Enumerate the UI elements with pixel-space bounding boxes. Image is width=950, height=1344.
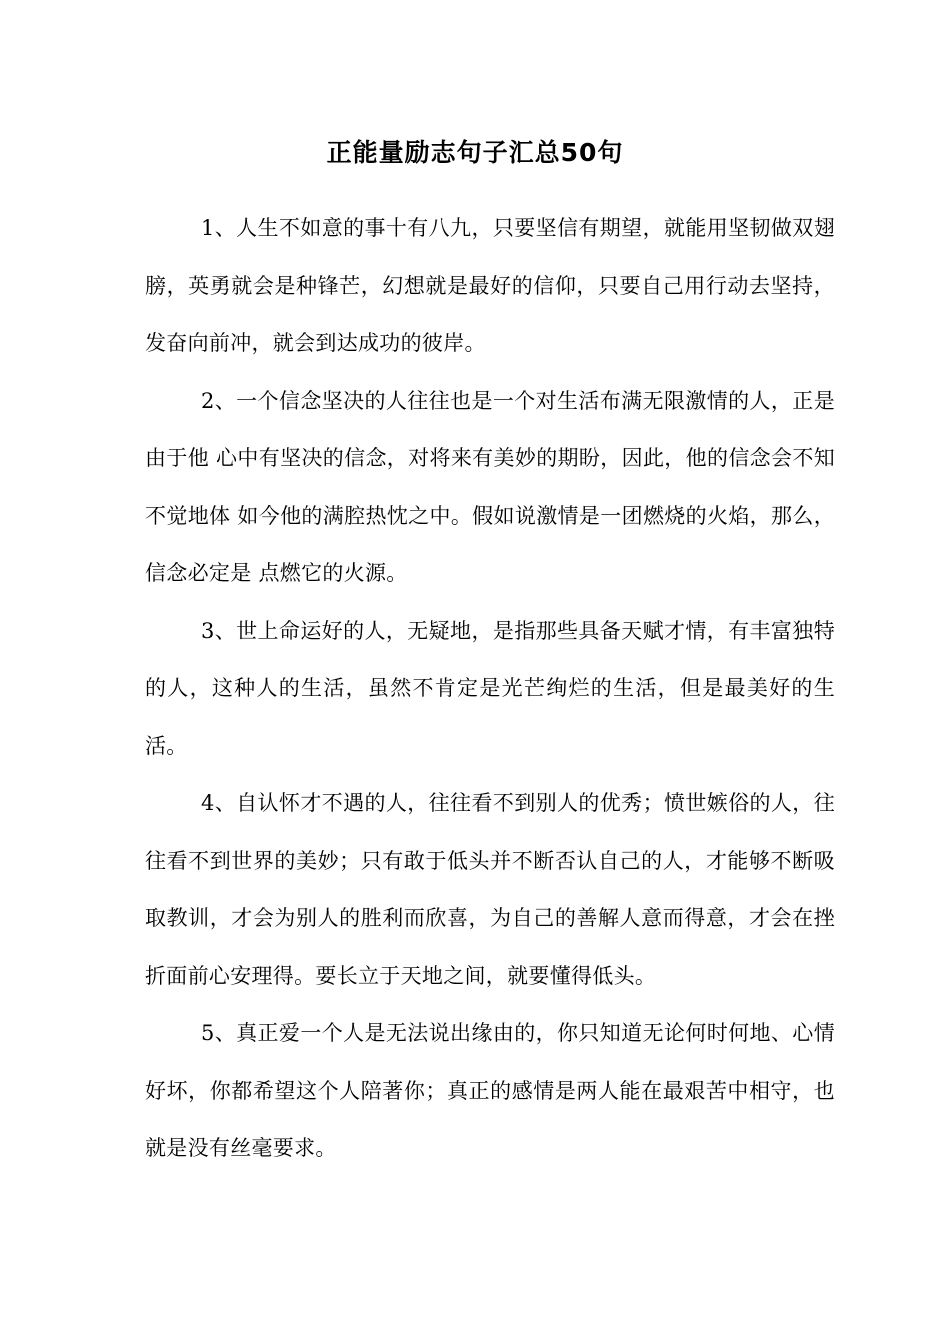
- paragraph-2: 2、一个信念坚决的人往往也是一个对生活布满无限激情的人，正是由于他 心中有坚决的信念，对将来有美妙的期盼，因此，他的信念会不知不觉地体 如今他的满腔热忱之中。假如说激情是一团燃烧的火焰，那么，信念必定是 点燃它的火源。: [145, 388, 835, 585]
- document-title: 正能量励志句子汇总50句: [326, 138, 624, 167]
- document-body: [145, 200, 835, 1178]
- paragraph-5: 5、真正爱一个人是无法说出缘由的，你只知道无论何时何地、心情好坏，你都希望这个人陪著你；真正的感情是两人能在最艰苦中相守，也就是没有丝毫要求。: [145, 1021, 835, 1160]
- paragraph-4: 4、自认怀才不遇的人，往往看不到别人的优秀；愤世嫉俗的人，往往看不到世界的美妙；只有敢于低头并不断否认自己的人，才能够不断吸取教训，才会为别人的胜利而欣喜，为自己的善解人意而得意，才会在挫折面前心安理得。要长立于天地之间，就要懂得低头。: [145, 791, 835, 988]
- paragraph-1: 1、人生不如意的事十有八九，只要坚信有期望，就能用坚韧做双翅膀，英勇就会是种锋芒，幻想就是最好的信仰，只要自己用行动去坚持，发奋向前冲，就会到达成功的彼岸。: [145, 216, 835, 355]
- paragraph-3: 3、世上命运好的人，无疑地，是指那些具备天赋才情，有丰富独特的人，这种人的生活，虽然不肯定是光芒绚烂的生活，但是最美好的生活。: [145, 618, 835, 758]
